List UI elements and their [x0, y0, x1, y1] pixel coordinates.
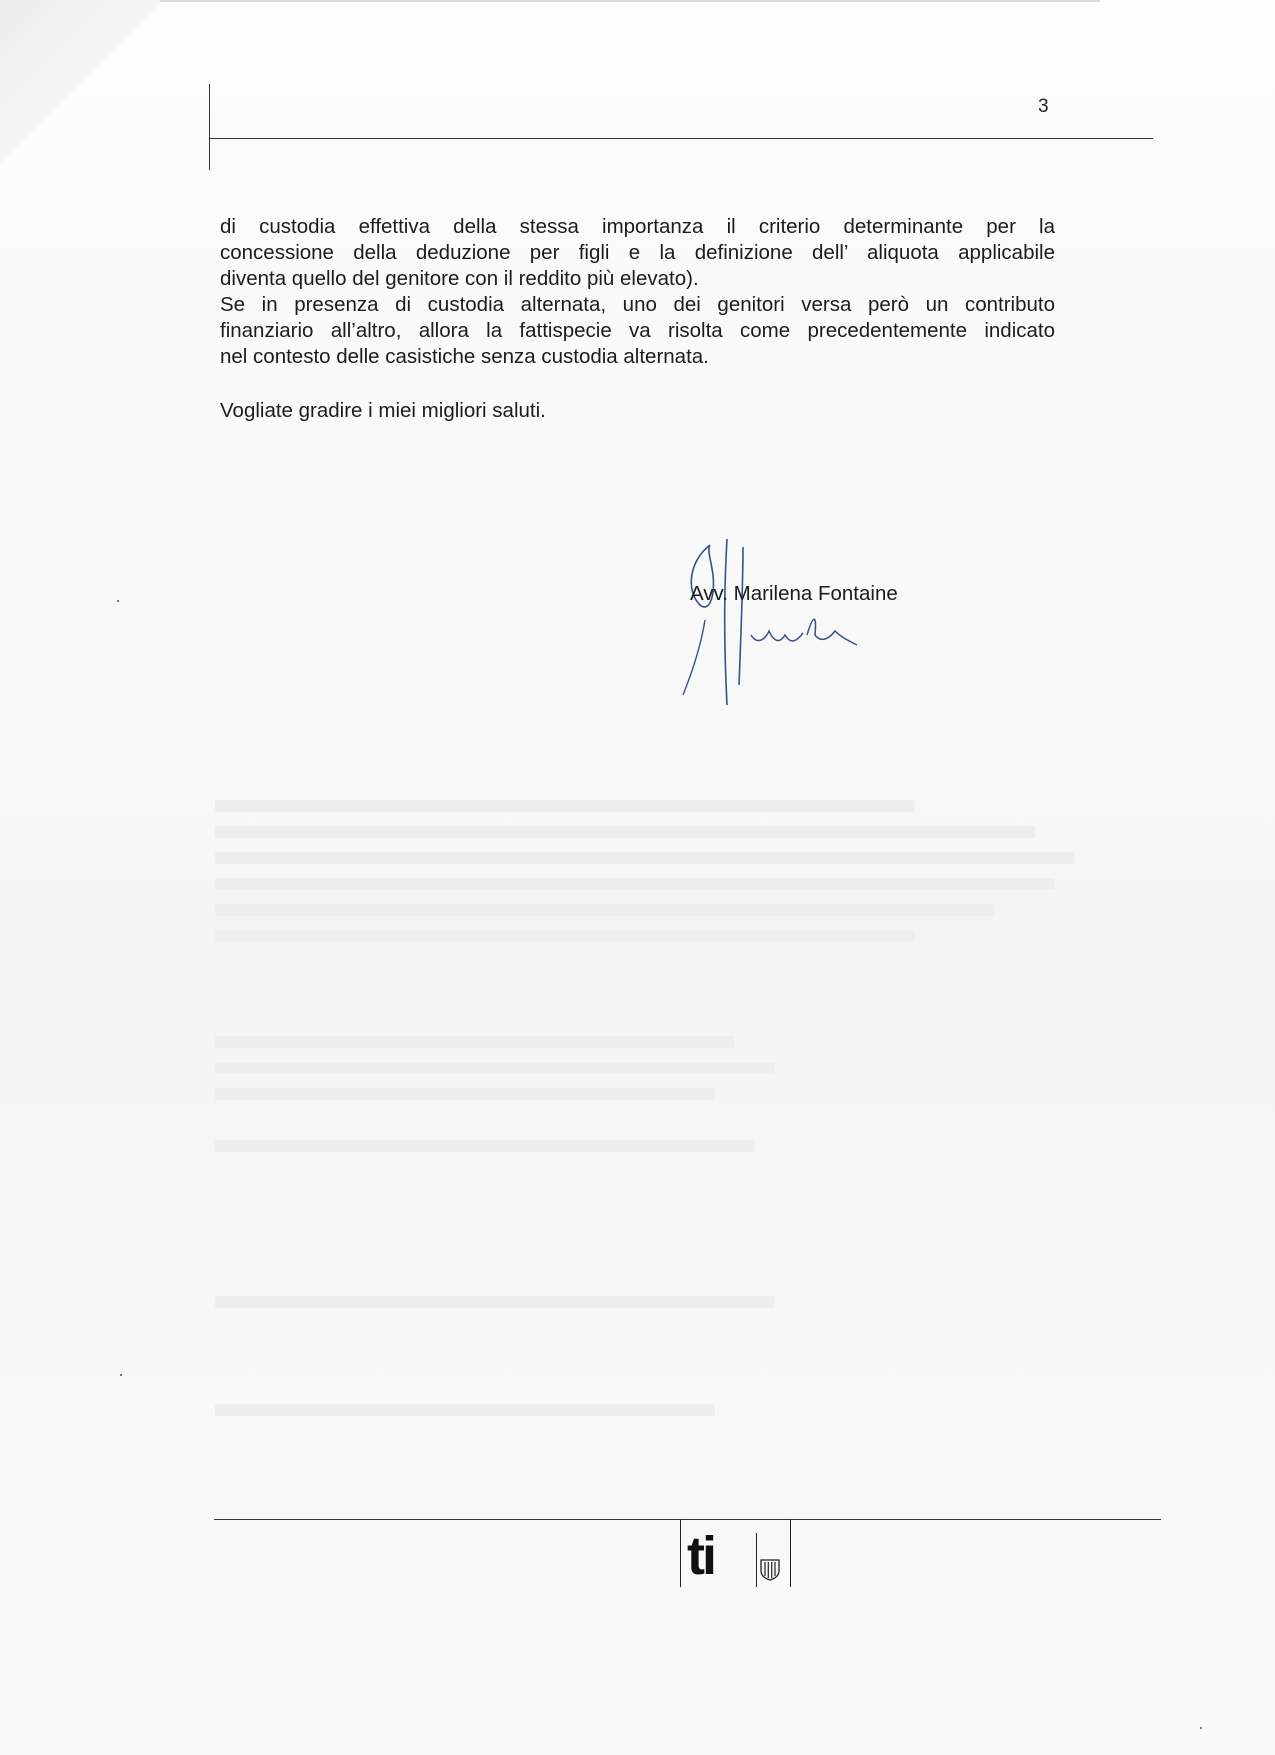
show-through-line — [215, 904, 995, 916]
header-horizontal-rule — [209, 138, 1153, 139]
body-paragraph — [220, 214, 1055, 370]
body-line: diventa quello del genitore con il reddito più elevato). — [220, 267, 699, 290]
body-line: nel contesto delle casistiche senza custodia alternata. — [220, 345, 709, 368]
logo-left-bar — [680, 1519, 681, 1587]
body-line: concessione della deduzione per figli e la definizione dell’ aliquota applicabile — [220, 241, 1055, 264]
page-number: 3 — [1038, 96, 1049, 117]
show-through-line — [215, 1088, 715, 1100]
body-line: Se in presenza di custodia alternata, uno dei genitori versa però un contributo — [220, 293, 1055, 316]
signatory-name: Avv. Marilena Fontaine — [690, 582, 898, 605]
show-through-line — [215, 930, 915, 942]
canton-ticino-logo — [680, 1519, 792, 1587]
show-through-line — [215, 1062, 775, 1074]
show-through-line — [215, 800, 915, 812]
logo-right-bar — [790, 1519, 791, 1587]
scan-speck — [1200, 1727, 1202, 1729]
show-through-line — [215, 1404, 715, 1416]
handwritten-signature — [665, 535, 905, 705]
show-through-line — [215, 878, 1055, 890]
show-through-line — [215, 826, 1035, 838]
folded-corner — [0, 0, 160, 200]
logo-text: ti — [687, 1526, 714, 1586]
body-line: finanziario all’altro, allora la fattispecie va risolta come precedentemente indicato — [220, 319, 1055, 342]
show-through-line — [215, 1296, 775, 1308]
closing-salutation: Vogliate gradire i miei migliori saluti. — [220, 399, 546, 422]
show-through-line — [215, 852, 1075, 864]
shield-icon — [760, 1559, 780, 1581]
scan-speck — [120, 1374, 122, 1376]
logo-divider-bar — [756, 1533, 757, 1587]
header-vertical-rule — [209, 84, 210, 170]
show-through-line — [215, 1036, 735, 1048]
top-edge-rule — [160, 0, 1100, 2]
body-line: di custodia effettiva della stessa importanza il criterio determinante per la — [220, 215, 1055, 238]
scan-speck — [117, 600, 119, 602]
show-through-line — [215, 1140, 755, 1152]
